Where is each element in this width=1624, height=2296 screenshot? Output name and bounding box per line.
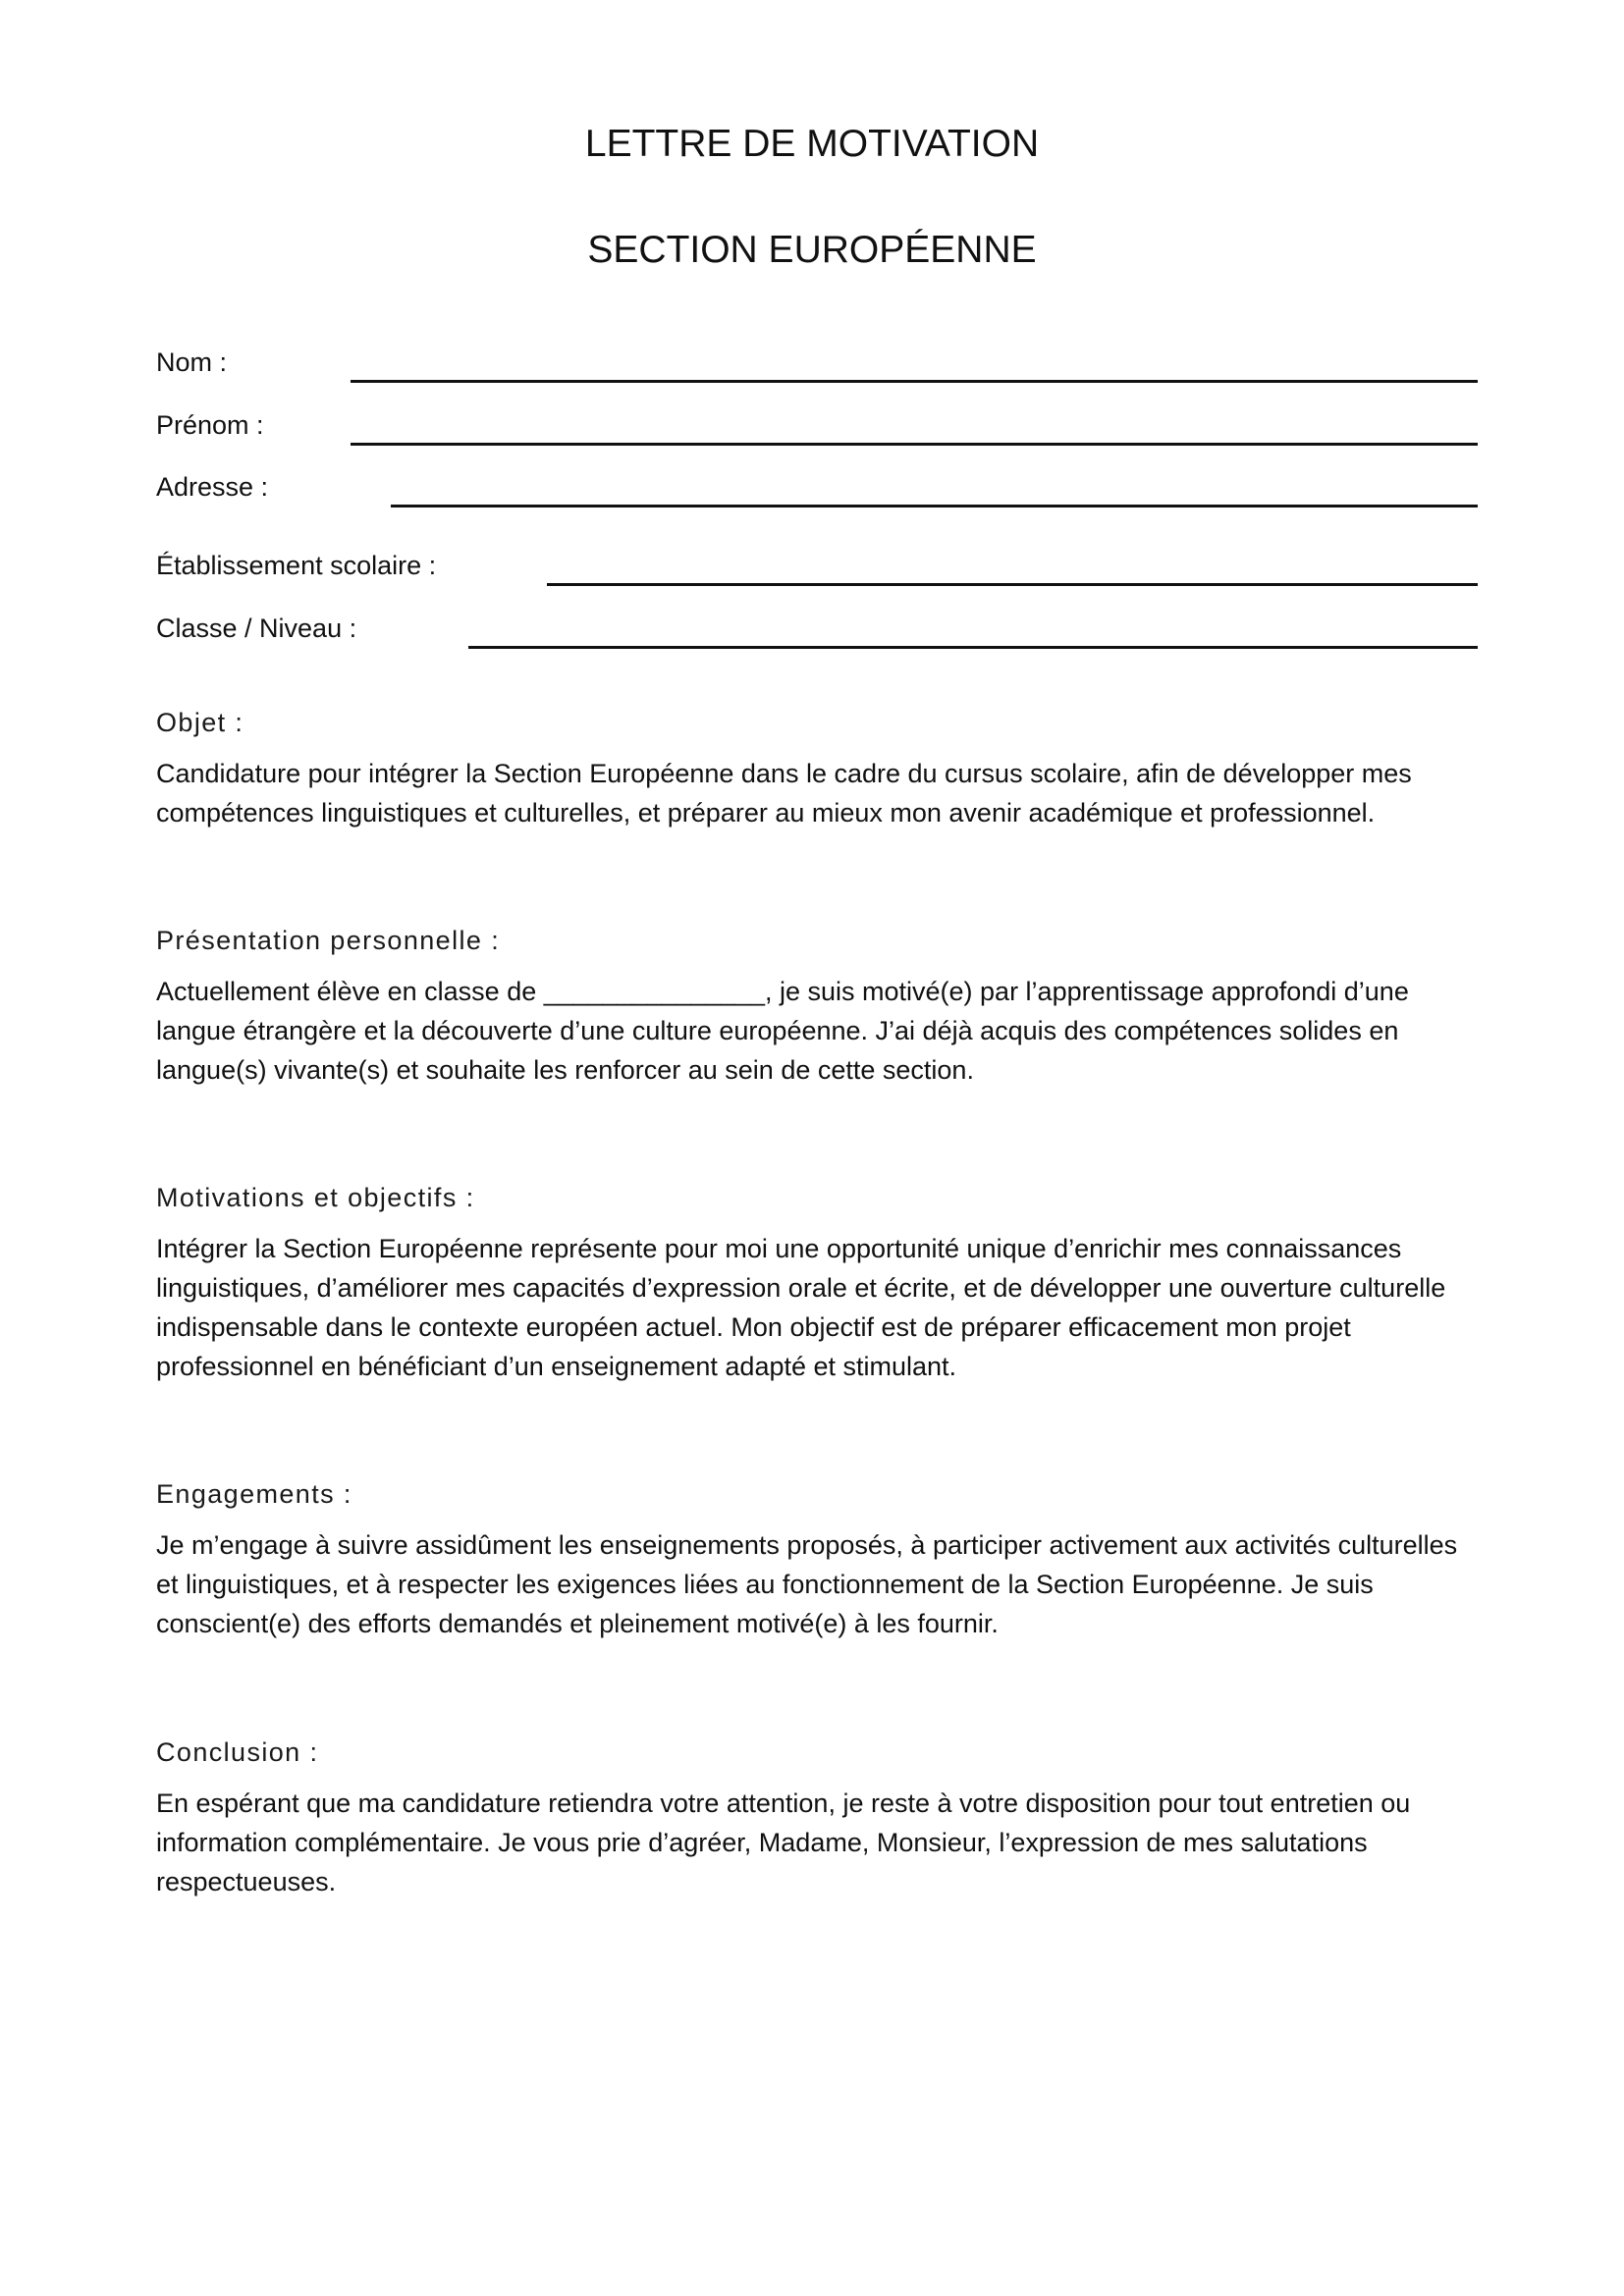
etablissement-input-line[interactable] [547, 583, 1478, 586]
section-body: Candidature pour intégrer la Section Européenne dans le cadre du cursus scolaire, afin de développer mes compétences linguistiques et culturelles, et préparer au mieux mon avenir académique et professionnel. [156, 759, 1412, 828]
classe-niveau-input-line[interactable] [468, 646, 1478, 649]
section-heading: Objet : [156, 708, 244, 737]
section-motivations [156, 1185, 1478, 1386]
section-conclusion [156, 1739, 1478, 1901]
field-nom [156, 349, 1478, 389]
field-label: Établissement scolaire : [156, 551, 437, 580]
section-body: En espérant que ma candidature retiendra votre attention, je reste à votre disposition pour tout entretien ou information complémentaire. Je vous prie d’agréer, Madame, Monsieur, l’expression de mes salutations respectueuses. [156, 1789, 1411, 1896]
prenom-input-line[interactable] [351, 443, 1478, 446]
field-adresse [156, 474, 1478, 513]
adresse-input-line[interactable] [391, 505, 1478, 507]
field-label: Prénom : [156, 410, 264, 440]
section-engagements [156, 1481, 1478, 1643]
field-prenom [156, 412, 1478, 452]
section-body: Je m’engage à suivre assidûment les enseignements proposés, à participer activement aux activités culturelles et linguistiques, et à respecter les exigences liées au fonctionnement de la Section Européenne. Je suis conscient(e) des efforts demandés et pleinement motivé(e) à les fournir. [156, 1530, 1458, 1638]
section-body: Intégrer la Section Européenne représente pour moi une opportunité unique d’enrichir mes connaissances linguistiques, d’améliorer mes capacités d’expression orale et écrite, et de développer une ouverture culturelle indispensable dans le contexte européen actuel. Mon objectif est de préparer efficacement mon projet professionnel en bénéficiant d’un enseignement adapté et stimulant. [156, 1234, 1446, 1381]
section-objet [156, 710, 1478, 832]
document-title: LETTRE DE MOTIVATION [584, 123, 1040, 165]
section-heading: Présentation personnelle : [156, 926, 501, 955]
field-label: Adresse : [156, 472, 269, 502]
section-heading: Motivations et objectifs : [156, 1183, 475, 1212]
field-label: Classe / Niveau : [156, 614, 357, 643]
section-heading: Conclusion : [156, 1737, 319, 1767]
field-classe-niveau [156, 615, 1478, 655]
nom-input-line[interactable] [351, 380, 1478, 383]
field-label: Nom : [156, 347, 228, 377]
section-presentation [156, 928, 1478, 1090]
field-etablissement [156, 553, 1478, 592]
section-body: Actuellement élève en classe de _______________, je suis motivé(e) par l’apprentissage approfondi d’une langue étrangère et la découverte d’une culture européenne. J’ai déjà acquis des compétences solides en langue(s) vivante(s) et souhaite les renforcer au sein de cette section. [156, 977, 1409, 1085]
section-heading: Engagements : [156, 1479, 352, 1509]
document-subtitle: SECTION EUROPÉENNE [587, 229, 1037, 271]
